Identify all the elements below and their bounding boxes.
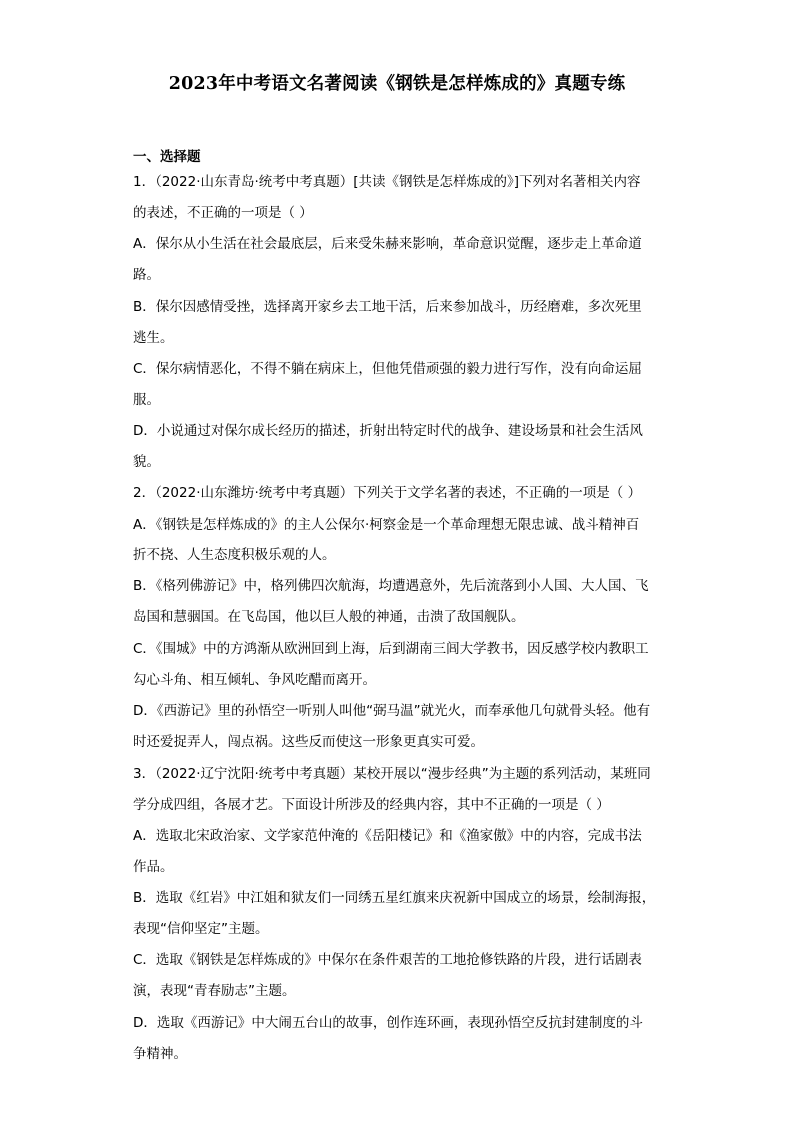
text-line: B．选取《红岩》中江姐和狱友们一同绣五星红旗来庆祝新中国成立的场景，绘制海报， bbox=[133, 890, 656, 906]
text-line: 演，表现“青春励志”主题。 bbox=[133, 983, 296, 999]
text-line: 路。 bbox=[133, 267, 160, 283]
text-line: C．《围城》中的方鸿渐从欧洲回到上海，后到湖南三闾大学教书，因反感学校内教职工 bbox=[133, 641, 649, 657]
document-title: 2023年中考语文名著阅读《钢铁是怎样炼成的》真题专练 bbox=[168, 74, 626, 94]
text-line: 1．（2022·山东青岛·统考中考真题）[共读《钢铁是怎样炼成的》]下列对名著相关内容 bbox=[133, 174, 641, 190]
text-line: 时还爱捉弄人，闯点祸。这些反而使这一形象更真实可爱。 bbox=[133, 734, 484, 750]
text-line: 作品。 bbox=[133, 859, 174, 875]
text-line: D．《西游记》里的孙悟空一听别人叫他“弼马温”就光火，而奉承他几句就骨头轻。他有 bbox=[133, 703, 651, 719]
text-line: 学分成四组，各展才艺。下面设计所涉及的经典内容，其中不正确的一项是（ ） bbox=[133, 797, 610, 813]
text-line: 的表述，不正确的一项是（ ） bbox=[133, 205, 313, 221]
text-line: C．保尔病情恶化，不得不躺在病床上，但他凭借顽强的毅力进行写作，没有向命运屈 bbox=[133, 361, 642, 377]
text-line: D．选取《西游记》中大闹五台山的故事，创作连环画，表现孙悟空反抗封建制度的斗 bbox=[133, 1015, 643, 1031]
text-line: A．保尔从小生活在社会最底层，后来受朱赫来影响，革命意识觉醒，逐步走上革命道 bbox=[133, 236, 642, 252]
text-line: A．《钢铁是怎样炼成的》的主人公保尔·柯察金是一个革命理想无限忠诚、战斗精神百 bbox=[133, 517, 640, 533]
text-line: B．《格列佛游记》中，格列佛四次航海，均遭遇意外，先后流落到小人国、大人国、飞 bbox=[133, 578, 649, 594]
text-line: 3．（2022·辽宁沈阳·统考中考真题）某校开展以“漫步经典”为主题的系列活动，某班同 bbox=[133, 766, 651, 782]
text-line: 表现“信仰坚定”主题。 bbox=[133, 921, 269, 937]
text-line: 貌。 bbox=[133, 454, 160, 470]
text-line: 争精神。 bbox=[133, 1046, 187, 1062]
text-line: 逃生。 bbox=[133, 330, 174, 346]
text-line: 折不挠、人生态度积极乐观的人。 bbox=[133, 547, 336, 563]
text-line: B．保尔因感情受挫，选择离开家乡去工地干活，后来参加战斗，历经磨难，多次死里 bbox=[133, 299, 642, 315]
text-line: 勾心斗角、相互倾轧、争风吃醋而离开。 bbox=[133, 672, 376, 688]
text-line: 岛国和慧骃国。在飞岛国，他以巨人般的神通，击溃了敌国舰队。 bbox=[133, 609, 525, 625]
text-line: 2．（2022·山东潍坊·统考中考真题）下列关于文学名著的表述，不正确的一项是（ ） bbox=[133, 485, 642, 501]
text-line: 服。 bbox=[133, 392, 160, 408]
section-heading: 一、选择题 bbox=[133, 149, 201, 165]
text-line: A．选取北宋政治家、文学家范仲淹的《岳阳楼记》和《渔家傲》中的内容，完成书法 bbox=[133, 828, 642, 844]
text-line: D．小说通过对保尔成长经历的描述，折射出特定时代的战争、建设场景和社会生活风 bbox=[133, 423, 643, 439]
text-line: C．选取《钢铁是怎样炼成的》中保尔在条件艰苦的工地抢修铁路的片段，进行话剧表 bbox=[133, 952, 642, 968]
